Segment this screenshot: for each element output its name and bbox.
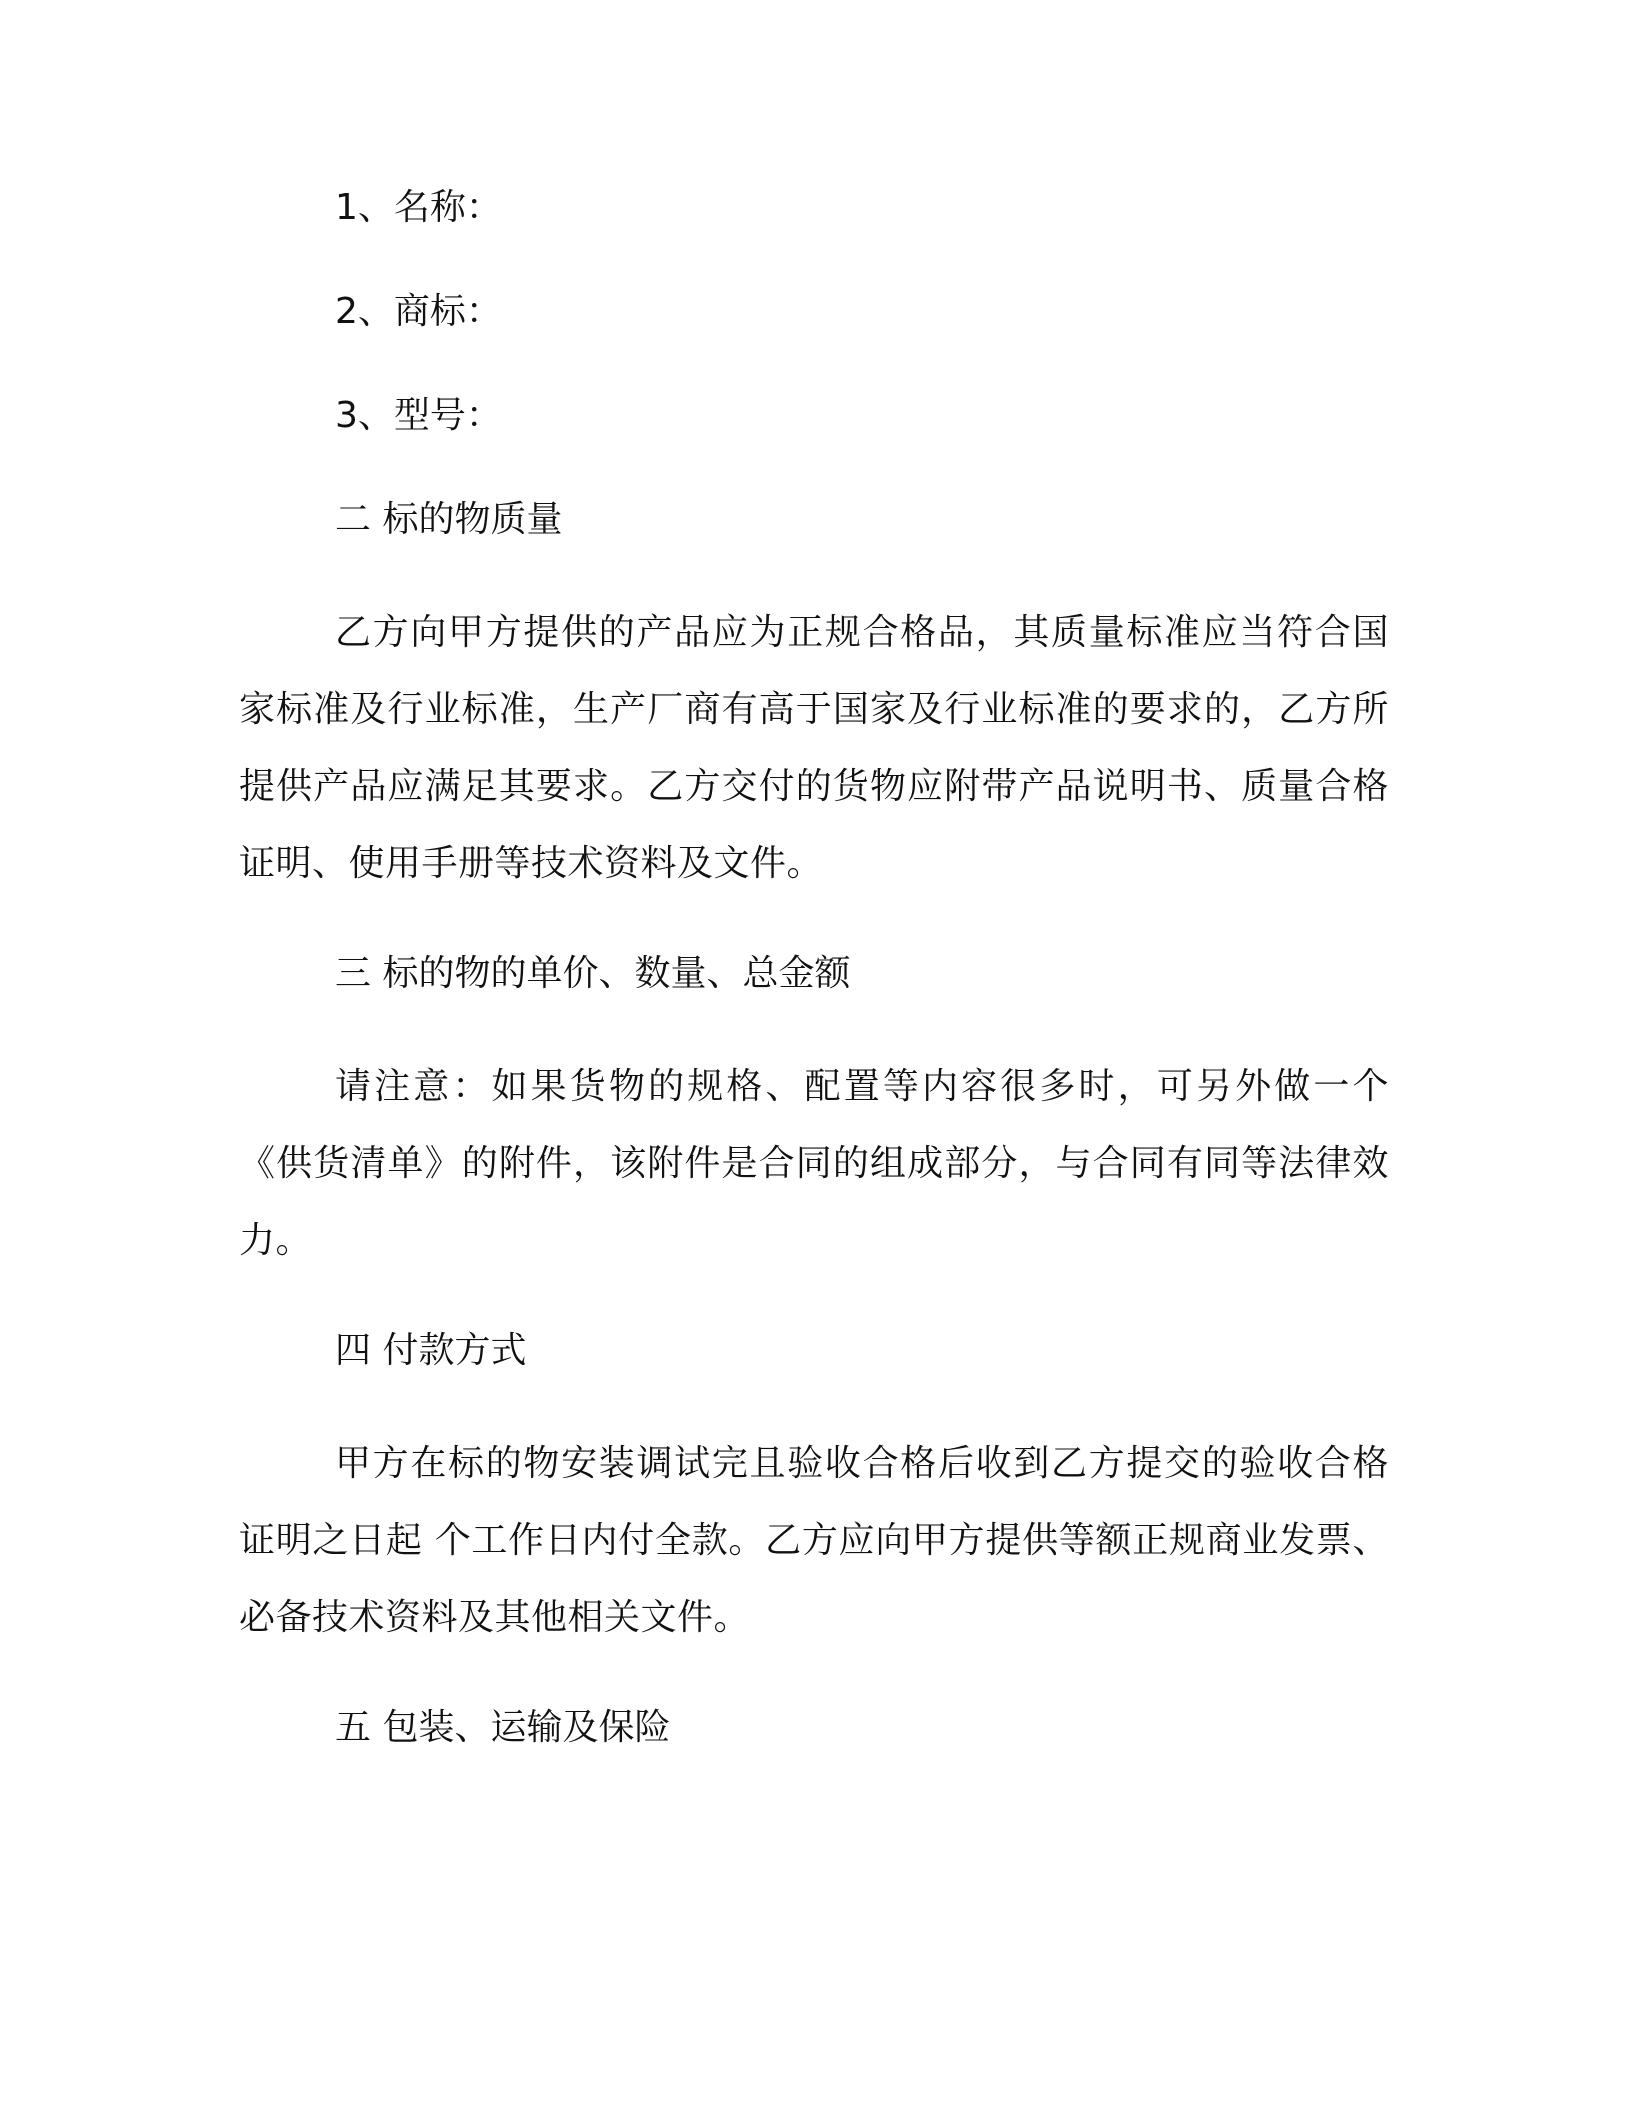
item-label: 商标：	[393, 291, 502, 332]
field-trademark	[239, 290, 1389, 334]
item-number: 3、	[335, 395, 394, 436]
section-paragraph-payment: 甲方在标的物安装调试完且验收合格后收到乙方提交的验收合格证明之日起 个工作日内付全款。乙方应向甲方提供等额正规商业发票、必备技术资料及其他相关文件。	[239, 1443, 1389, 1638]
item-label: 名称：	[393, 187, 502, 228]
document-body	[239, 186, 1389, 1802]
section-heading-payment: 四 付款方式	[335, 1330, 527, 1371]
section-heading-packaging: 五 包装、运输及保险	[335, 1707, 671, 1748]
field-model	[239, 394, 1389, 438]
item-label: 型号：	[393, 395, 502, 436]
item-number: 2、	[335, 291, 394, 332]
item-number: 1、	[335, 187, 394, 228]
section-heading-price: 三 标的物的单价、数量、总金额	[335, 953, 851, 994]
section-paragraph-price: 请注意：如果货物的规格、配置等内容很多时，可另外做一个《供货清单》的附件，该附件是合同的组成部分，与合同有同等法律效力。	[239, 1066, 1389, 1261]
field-name	[239, 186, 1389, 230]
section-paragraph-quality: 乙方向甲方提供的产品应为正规合格品，其质量标准应当符合国家标准及行业标准，生产厂商有高于国家及行业标准的要求的，乙方所提供产品应满足其要求。乙方交付的货物应附带产品说明书、质量合格证明、使用手册等技术资料及文件。	[239, 612, 1389, 884]
section-heading-quality: 二 标的物质量	[335, 499, 563, 540]
